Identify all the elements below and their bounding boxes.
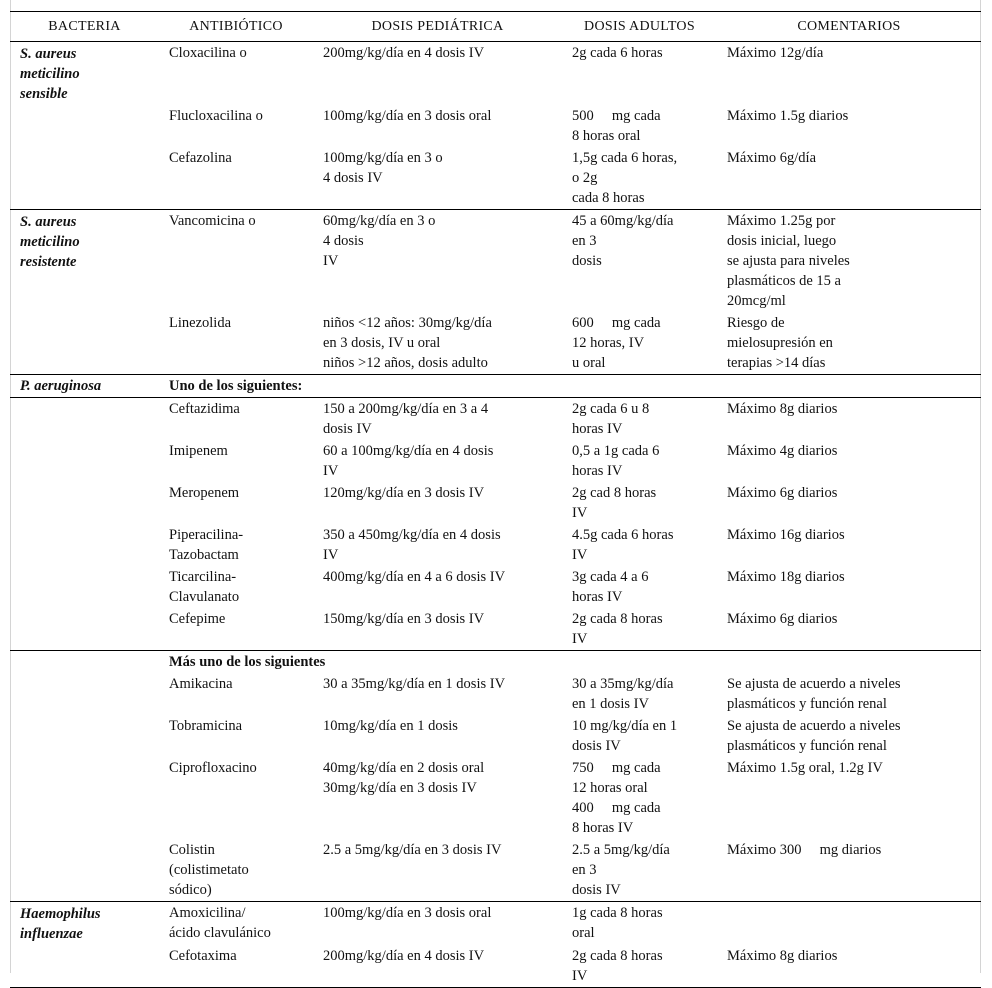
bacteria-cell-line: influenzae	[20, 926, 83, 942]
comment-cell	[717, 566, 981, 608]
pediatric-dose-cell	[313, 715, 562, 757]
bacteria-cell-empty	[10, 312, 159, 375]
bacteria-cell-line: sensible	[20, 86, 68, 102]
adult-dose-cell	[562, 105, 717, 147]
group-subheader: Más uno de los siguientes	[159, 651, 981, 674]
pediatric-dose-cell-line: en 3 dosis, IV u oral	[323, 335, 441, 351]
table-row	[10, 673, 981, 715]
comment-cell-line: plasmáticos y función renal	[727, 738, 887, 754]
pediatric-dose-cell-line: 4 dosis IV	[323, 170, 383, 186]
pediatric-dose-cell	[313, 902, 562, 946]
pediatric-dose-cell-line: IV	[323, 253, 339, 269]
antibiotic-cell-line: Ticarcilina-	[169, 569, 237, 585]
adult-dose-cell-line: IV	[572, 968, 588, 984]
bacteria-cell-empty	[10, 715, 159, 757]
antibiotic-cell-line: Cloxacilina o	[169, 45, 247, 61]
bacteria-cell-empty	[10, 839, 159, 902]
comment-cell-line: Máximo 8g diarios	[727, 401, 838, 417]
comment-cell-line: dosis inicial, luego	[727, 233, 837, 249]
bacteria-cell-empty	[10, 440, 159, 482]
antibiotic-cell	[159, 147, 313, 210]
pediatric-dose-cell-line: 200mg/kg/día en 4 dosis IV	[323, 948, 485, 964]
comment-cell-line: Máximo 1.5g diarios	[727, 108, 849, 124]
antibiotic-cell	[159, 902, 313, 946]
comment-cell	[717, 440, 981, 482]
adult-dose-cell	[562, 945, 717, 988]
comment-cell	[717, 210, 981, 313]
pediatric-dose-cell	[313, 210, 562, 313]
group-subheader: Uno de los siguientes:	[159, 375, 981, 398]
adult-dose-cell-line: dosis IV	[572, 738, 621, 754]
antibiotic-cell-line: Amoxicilina/	[169, 905, 246, 921]
pediatric-dose-cell-line: niños <12 años: 30mg/kg/día	[323, 315, 492, 331]
bacteria-cell-empty	[10, 608, 159, 651]
adult-dose-cell-line: 2g cada 6 horas	[572, 45, 663, 61]
bacteria-cell	[10, 375, 159, 398]
adult-dose-cell-line: 2g cada 8 horas	[572, 611, 663, 627]
bacteria-cell-line: S. aureus	[20, 46, 77, 62]
antibiotic-cell-line: Colistin	[169, 842, 215, 858]
adult-dose-cell-line: en 1 dosis IV	[572, 696, 649, 712]
adult-dose-cell-line: 10 mg/kg/día en 1	[572, 718, 678, 734]
pediatric-dose-cell-line: 60mg/kg/día en 3 o	[323, 213, 436, 229]
adult-dose-cell-line: 750 mg cada	[572, 760, 661, 776]
adult-dose-cell-line: horas IV	[572, 463, 623, 479]
antibiotic-cell	[159, 210, 313, 313]
adult-dose-cell-line: u oral	[572, 355, 606, 371]
antibiotic-cell	[159, 440, 313, 482]
adult-dose-cell-line: 4.5g cada 6 horas	[572, 527, 674, 543]
antibiotic-cell	[159, 757, 313, 839]
antibiotic-cell-line: ácido clavulánico	[169, 925, 271, 941]
table-row	[10, 482, 981, 524]
adult-dose-cell-line: 2g cad 8 horas	[572, 485, 657, 501]
adult-dose-cell-line: horas IV	[572, 589, 623, 605]
pediatric-dose-cell-line: 100mg/kg/día en 3 o	[323, 150, 443, 166]
table-body	[10, 42, 981, 988]
adult-dose-cell-line: en 3	[572, 233, 597, 249]
comment-cell	[717, 398, 981, 441]
comment-cell-line: Máximo 12g/día	[727, 45, 824, 61]
pediatric-dose-cell	[313, 105, 562, 147]
comment-cell-line: Máximo 300 mg diarios	[727, 842, 882, 858]
bacteria-cell-empty	[10, 566, 159, 608]
header-antibiotic: ANTIBIÓTICO	[159, 12, 313, 42]
comment-cell-line: Máximo 6g diarios	[727, 485, 838, 501]
adult-dose-cell	[562, 902, 717, 946]
pediatric-dose-cell-line: IV	[323, 463, 339, 479]
antibiotic-cell-line: Tazobactam	[169, 547, 239, 563]
antibiotic-cell-line: Clavulanato	[169, 589, 240, 605]
subheader-row	[10, 651, 981, 674]
adult-dose-cell-line: 1g cada 8 horas	[572, 905, 663, 921]
antibiotic-cell	[159, 945, 313, 988]
pediatric-dose-cell	[313, 945, 562, 988]
adult-dose-cell-line: IV	[572, 631, 588, 647]
pediatric-dose-cell-line: 120mg/kg/día en 3 dosis IV	[323, 485, 485, 501]
comment-cell-line: Máximo 18g diarios	[727, 569, 845, 585]
table-row	[10, 440, 981, 482]
bacteria-cell-line: meticilino	[20, 66, 80, 82]
adult-dose-cell-line: 400 mg cada	[572, 800, 661, 816]
bacteria-cell	[10, 902, 159, 946]
adult-dose-cell	[562, 673, 717, 715]
bacteria-cell-line: S. aureus	[20, 214, 77, 230]
bacteria-cell	[10, 42, 159, 106]
pediatric-dose-cell	[313, 673, 562, 715]
comment-cell	[717, 673, 981, 715]
antibiotic-cell	[159, 398, 313, 441]
table-row	[10, 147, 981, 210]
adult-dose-cell-line: 500 mg cada	[572, 108, 661, 124]
comment-cell	[717, 524, 981, 566]
comment-cell	[717, 757, 981, 839]
adult-dose-cell-line: 12 horas, IV	[572, 335, 645, 351]
antibiotic-cell-line: Cefepime	[169, 611, 226, 627]
comment-cell-line: plasmáticos y función renal	[727, 696, 887, 712]
pediatric-dose-cell	[313, 524, 562, 566]
antibiotic-cell-line: (colistimetato	[169, 862, 249, 878]
pediatric-dose-cell	[313, 398, 562, 441]
antibiotic-cell-line: Piperacilina-	[169, 527, 244, 543]
table-row	[10, 566, 981, 608]
pediatric-dose-cell-line: 150mg/kg/día en 3 dosis IV	[323, 611, 485, 627]
comment-cell	[717, 147, 981, 210]
adult-dose-cell	[562, 210, 717, 313]
pediatric-dose-cell	[313, 440, 562, 482]
antibiotic-cell	[159, 673, 313, 715]
table-row	[10, 715, 981, 757]
adult-dose-cell-line: horas IV	[572, 421, 623, 437]
antibiotic-cell-line: Vancomicina o	[169, 213, 256, 229]
bacteria-cell-empty	[10, 757, 159, 839]
pediatric-dose-cell-line: 100mg/kg/día en 3 dosis oral	[323, 108, 492, 124]
antibiotic-cell	[159, 566, 313, 608]
antibiotic-cell	[159, 608, 313, 651]
table-row	[10, 608, 981, 651]
adult-dose-cell	[562, 147, 717, 210]
table-header	[10, 12, 981, 42]
bacteria-cell-empty	[10, 524, 159, 566]
adult-dose-cell	[562, 566, 717, 608]
antibiotic-cell-line: Meropenem	[169, 485, 240, 501]
antibiotic-cell	[159, 105, 313, 147]
antibiotic-cell-line: Tobramicina	[169, 718, 243, 734]
pediatric-dose-cell-line: 2.5 a 5mg/kg/día en 3 dosis IV	[323, 842, 502, 858]
adult-dose-cell-line: 30 a 35mg/kg/día	[572, 676, 674, 692]
adult-dose-cell	[562, 839, 717, 902]
comment-cell-line: plasmáticos de 15 a	[727, 273, 841, 289]
adult-dose-cell-line: 2.5 a 5mg/kg/día	[572, 842, 670, 858]
comment-cell	[717, 839, 981, 902]
pediatric-dose-cell-line: 40mg/kg/día en 2 dosis oral	[323, 760, 485, 776]
adult-dose-cell	[562, 608, 717, 651]
adult-dose-cell-line: 8 horas IV	[572, 820, 634, 836]
pediatric-dose-cell-line: niños >12 años, dosis adulto	[323, 355, 488, 371]
comment-cell-line: Máximo 1.5g oral, 1.2g IV	[727, 760, 883, 776]
adult-dose-cell-line: 2g cada 8 horas	[572, 948, 663, 964]
comment-cell	[717, 608, 981, 651]
header-comments: COMENTARIOS	[717, 12, 981, 42]
bacteria-cell-empty	[10, 398, 159, 441]
pediatric-dose-cell-line: 30mg/kg/día en 3 dosis IV	[323, 780, 477, 796]
antibiotic-cell-line: Amikacina	[169, 676, 233, 692]
antibiotic-cell-line: sódico)	[169, 882, 212, 898]
table-row	[10, 524, 981, 566]
comment-cell-line: Máximo 4g diarios	[727, 443, 838, 459]
subheader-row	[10, 375, 981, 398]
antibiotic-cell	[159, 524, 313, 566]
bacteria-cell-empty	[10, 945, 159, 988]
bacteria-cell-line: meticilino	[20, 234, 80, 250]
pediatric-dose-cell-line: 100mg/kg/día en 3 dosis oral	[323, 905, 492, 921]
comment-cell-line: Se ajusta de acuerdo a niveles	[727, 718, 901, 734]
comment-cell	[717, 105, 981, 147]
comment-cell-line: Máximo 8g diarios	[727, 948, 838, 964]
bacteria-cell	[10, 210, 159, 313]
pediatric-dose-cell-line: 200mg/kg/día en 4 dosis IV	[323, 45, 485, 61]
adult-dose-cell-line: dosis	[572, 253, 602, 269]
table-row	[10, 945, 981, 988]
antibiotic-cell-line: Cefotaxima	[169, 948, 237, 964]
comment-cell	[717, 42, 981, 106]
adult-dose-cell	[562, 312, 717, 375]
table-row	[10, 757, 981, 839]
antibiotic-cell	[159, 839, 313, 902]
comment-cell	[717, 312, 981, 375]
pediatric-dose-cell-line: 350 a 450mg/kg/día en 4 dosis	[323, 527, 501, 543]
pediatric-dose-cell	[313, 566, 562, 608]
antibiotic-cell	[159, 42, 313, 106]
bacteria-cell-line: Haemophilus	[20, 906, 101, 922]
pediatric-dose-cell-line: dosis IV	[323, 421, 372, 437]
adult-dose-cell	[562, 524, 717, 566]
adult-dose-cell-line: 600 mg cada	[572, 315, 661, 331]
adult-dose-cell-line: cada 8 horas	[572, 190, 645, 206]
adult-dose-cell	[562, 482, 717, 524]
pediatric-dose-cell-line: 10mg/kg/día en 1 dosis	[323, 718, 458, 734]
antibiotic-cell-line: Ceftazidima	[169, 401, 240, 417]
pediatric-dose-cell-line: 60 a 100mg/kg/día en 4 dosis	[323, 443, 494, 459]
antibiotic-cell	[159, 312, 313, 375]
adult-dose-cell-line: 2g cada 6 u 8	[572, 401, 650, 417]
pediatric-dose-cell	[313, 608, 562, 651]
antibiotic-cell	[159, 482, 313, 524]
bacteria-cell-empty	[10, 105, 159, 147]
header-row	[10, 12, 981, 42]
pediatric-dose-cell	[313, 42, 562, 106]
pediatric-dose-cell	[313, 312, 562, 375]
antibiotic-cell-line: Linezolida	[169, 315, 232, 331]
adult-dose-cell-line: 45 a 60mg/kg/día	[572, 213, 674, 229]
comment-cell-line: 20mcg/ml	[727, 293, 786, 309]
table-row	[10, 398, 981, 441]
pediatric-dose-cell	[313, 839, 562, 902]
adult-dose-cell	[562, 440, 717, 482]
comment-cell	[717, 945, 981, 988]
comment-cell-line: Máximo 6g/día	[727, 150, 817, 166]
bacteria-cell	[10, 651, 159, 674]
adult-dose-cell-line: dosis IV	[572, 882, 621, 898]
table-row	[10, 105, 981, 147]
adult-dose-cell-line: 8 horas oral	[572, 128, 641, 144]
table-row	[10, 839, 981, 902]
comment-cell-line: mielosupresión en	[727, 335, 833, 351]
comment-cell-line: Máximo 6g diarios	[727, 611, 838, 627]
comment-cell-line: se ajusta para niveles	[727, 253, 850, 269]
bacteria-cell-empty	[10, 147, 159, 210]
antibiotic-cell	[159, 715, 313, 757]
pediatric-dose-cell-line: 4 dosis	[323, 233, 364, 249]
pediatric-dose-cell-line: 150 a 200mg/kg/día en 3 a 4	[323, 401, 489, 417]
adult-dose-cell	[562, 715, 717, 757]
comment-cell-line: terapias >14 días	[727, 355, 826, 371]
antibiotic-cell-line: Imipenem	[169, 443, 228, 459]
adult-dose-cell	[562, 42, 717, 106]
comment-cell-line: Se ajusta de acuerdo a niveles	[727, 676, 901, 692]
comment-cell	[717, 715, 981, 757]
adult-dose-cell-line: o 2g	[572, 170, 598, 186]
adult-dose-cell-line: 3g cada 4 a 6	[572, 569, 649, 585]
antibiotic-cell-line: Ciprofloxacino	[169, 760, 257, 776]
adult-dose-cell-line: 0,5 a 1g cada 6	[572, 443, 660, 459]
pediatric-dose-cell	[313, 757, 562, 839]
bacteria-cell-line: P. aeruginosa	[20, 378, 102, 394]
adult-dose-cell-line: oral	[572, 925, 595, 941]
adult-dose-cell-line: IV	[572, 505, 588, 521]
pediatric-dose-cell	[313, 482, 562, 524]
pediatric-dose-cell-line: IV	[323, 547, 339, 563]
adult-dose-cell-line: IV	[572, 547, 588, 563]
pediatric-dose-cell-line: 30 a 35mg/kg/día en 1 dosis IV	[323, 676, 506, 692]
table-row	[10, 210, 981, 313]
adult-dose-cell	[562, 757, 717, 839]
header-bacteria: BACTERIA	[10, 12, 159, 42]
pediatric-dose-cell-line: 400mg/kg/día en 4 a 6 dosis IV	[323, 569, 506, 585]
table-row	[10, 42, 981, 106]
antibiotic-cell-line: Cefazolina	[169, 150, 232, 166]
antibiotic-cell-line: Flucloxacilina o	[169, 108, 263, 124]
bacteria-cell-line: resistente	[20, 254, 77, 270]
bacteria-cell-empty	[10, 482, 159, 524]
table-row	[10, 312, 981, 375]
pediatric-dose-cell	[313, 147, 562, 210]
table-row	[10, 902, 981, 946]
header-adult-dose: DOSIS ADULTOS	[562, 12, 717, 42]
comment-cell-line: Máximo 16g diarios	[727, 527, 845, 543]
comment-cell	[717, 902, 981, 946]
comment-cell	[717, 482, 981, 524]
adult-dose-cell-line: en 3	[572, 862, 597, 878]
bacteria-cell-empty	[10, 673, 159, 715]
comment-cell-line: Riesgo de	[727, 315, 785, 331]
comment-cell-line: Máximo 1.25g por	[727, 213, 836, 229]
adult-dose-cell	[562, 398, 717, 441]
header-pediatric-dose: DOSIS PEDIÁTRICA	[313, 12, 562, 42]
adult-dose-cell-line: 1,5g cada 6 horas,	[572, 150, 678, 166]
antibiotic-dosage-table	[10, 11, 981, 988]
adult-dose-cell-line: 12 horas oral	[572, 780, 648, 796]
